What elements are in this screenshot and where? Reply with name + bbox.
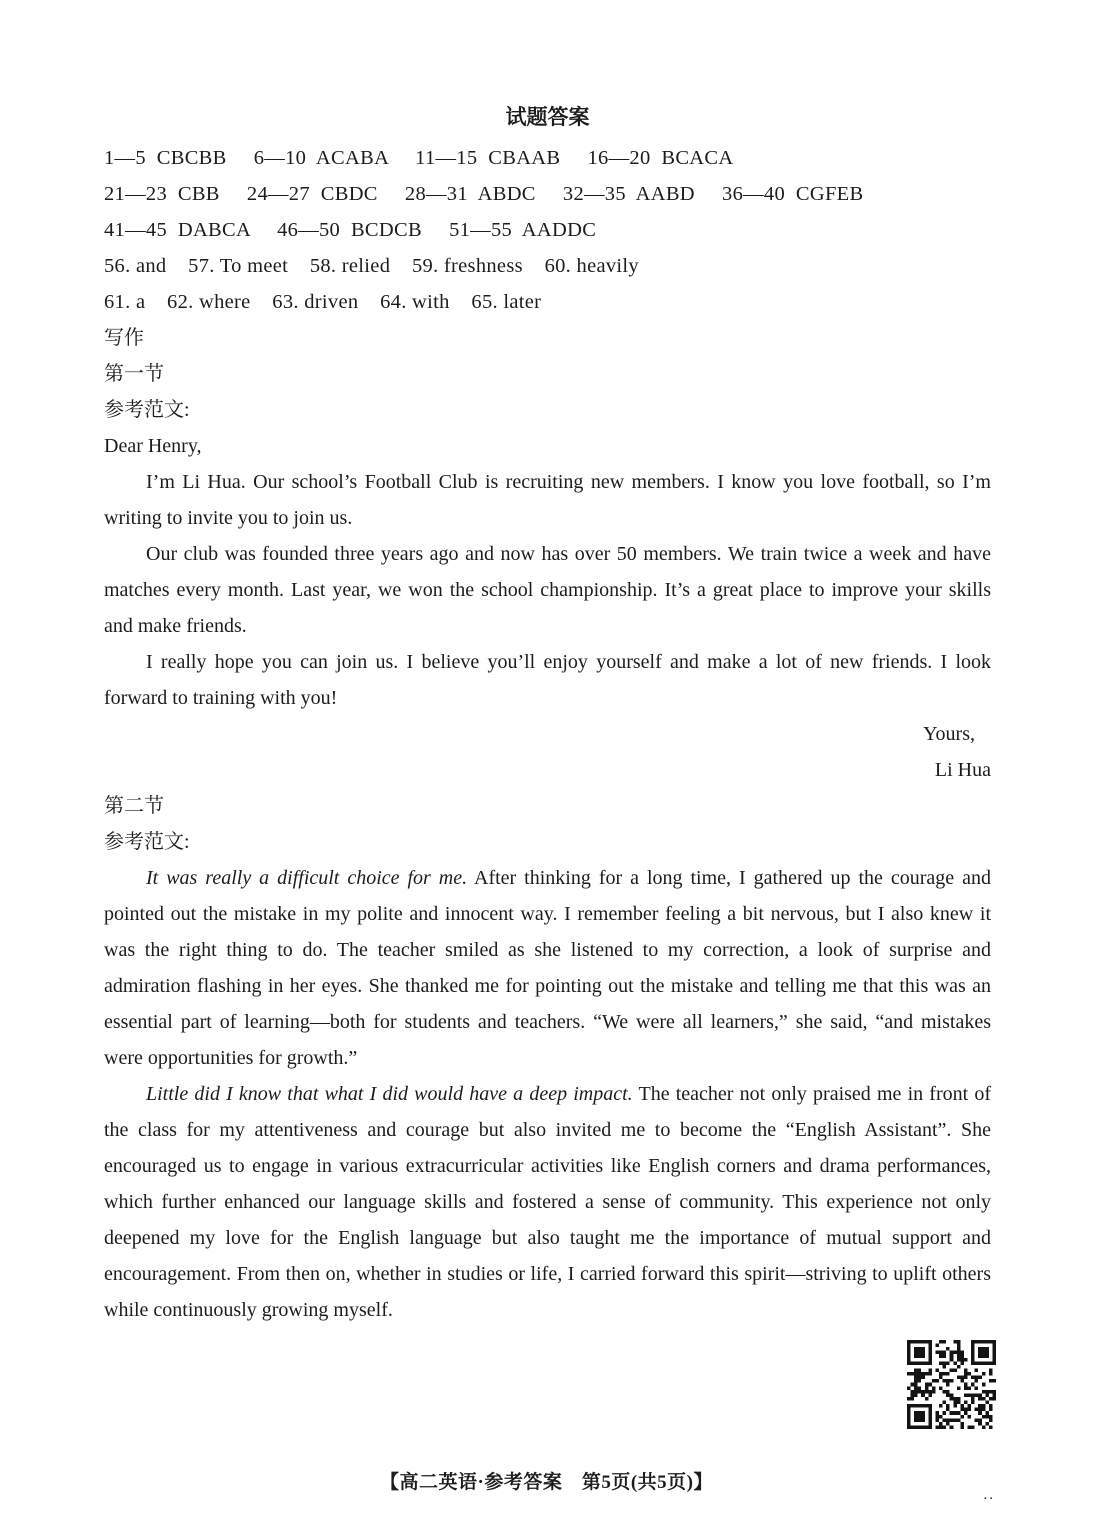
- section-2-heading: 第二节: [104, 795, 164, 817]
- qr-code: [907, 1340, 996, 1429]
- letter-paragraph-3: I really hope you can join us. I believe you’ll enjoy yourself and make a lot of new friends. I look forward to training with you!: [104, 651, 991, 709]
- answer-line-1: 1—5 CBCBB 6—10 ACABA 11—15 CBAAB 16—20 BCACA: [104, 147, 734, 169]
- essay-paragraph-1-body: After thinking for a long time, I gathered up the courage and pointed out the mistake in my polite and innocent way. I remember feeling a bit nervous, but I also knew it was the right thing to do. The teacher smiled as she listened to my correction, a look of surprise and admiration flashing in her eyes. She thanked me for pointing out the mistake and telling me that this was an essential part of learning—both for students and teachers. “We were all learners,” she said, “and mistakes were opportunities for growth.”: [104, 867, 991, 1069]
- essay-paragraph-2-body: The teacher not only praised me in front of the class for my attentiveness and courage but also invited me to become the “English Assistant”. She encouraged us to engage in various extracurricular activities like English corners and drama performances, which further enhanced our language skills and fostered a sense of community. This experience not only deepened my love for the English language but also taught me the importance of mutual support and encouragement. From then on, whether in studies or life, I carried forward this spirit—striving to uplift others while continuously growing myself.: [104, 1083, 991, 1321]
- letter-paragraph-2: Our club was founded three years ago and now has over 50 members. We train twice a week and have matches every month. Last year, we won the school championship. It’s a great place to improve your skills and make friends.: [104, 543, 991, 637]
- corner-mark: ..: [983, 1487, 995, 1503]
- letter-salutation: Dear Henry,: [104, 435, 202, 457]
- letter-closing: Yours,: [923, 723, 975, 745]
- writing-heading: 写作: [104, 327, 144, 349]
- page-content: [104, 98, 991, 1328]
- page-footer: 【高二英语·参考答案 第5页(共5页)】: [380, 1472, 713, 1493]
- sample-essay-label-2: 参考范文:: [104, 831, 190, 853]
- letter-signature: Li Hua: [934, 759, 991, 781]
- essay-paragraph-2-lead: Little did I know that what I did would have a deep impact.: [146, 1083, 633, 1105]
- letter-paragraph-1: I’m Li Hua. Our school’s Football Club is recruiting new members. I know you love football, so I’m writing to invite you to join us.: [104, 471, 991, 529]
- essay-paragraph-1-lead: It was really a difficult choice for me.: [146, 867, 468, 889]
- answer-line-2: 21—23 CBB 24—27 CBDC 28—31 ABDC 32—35 AABD 36—40 CGFEB: [104, 183, 864, 205]
- essay-paragraph-1: [104, 860, 991, 1076]
- section-1-heading: 第一节: [104, 363, 164, 385]
- page-title: 试题答案: [505, 105, 590, 129]
- sample-essay-label-1: 参考范文:: [104, 399, 190, 421]
- answer-line-3: 41—45 DABCA 46—50 BCDCB 51—55 AADDC: [104, 219, 597, 241]
- answer-line-4: 56. and 57. To meet 58. relied 59. freshness 60. heavily: [104, 255, 639, 277]
- answer-line-5: 61. a 62. where 63. driven 64. with 65. later: [104, 291, 542, 313]
- essay-paragraph-2: [104, 1076, 991, 1328]
